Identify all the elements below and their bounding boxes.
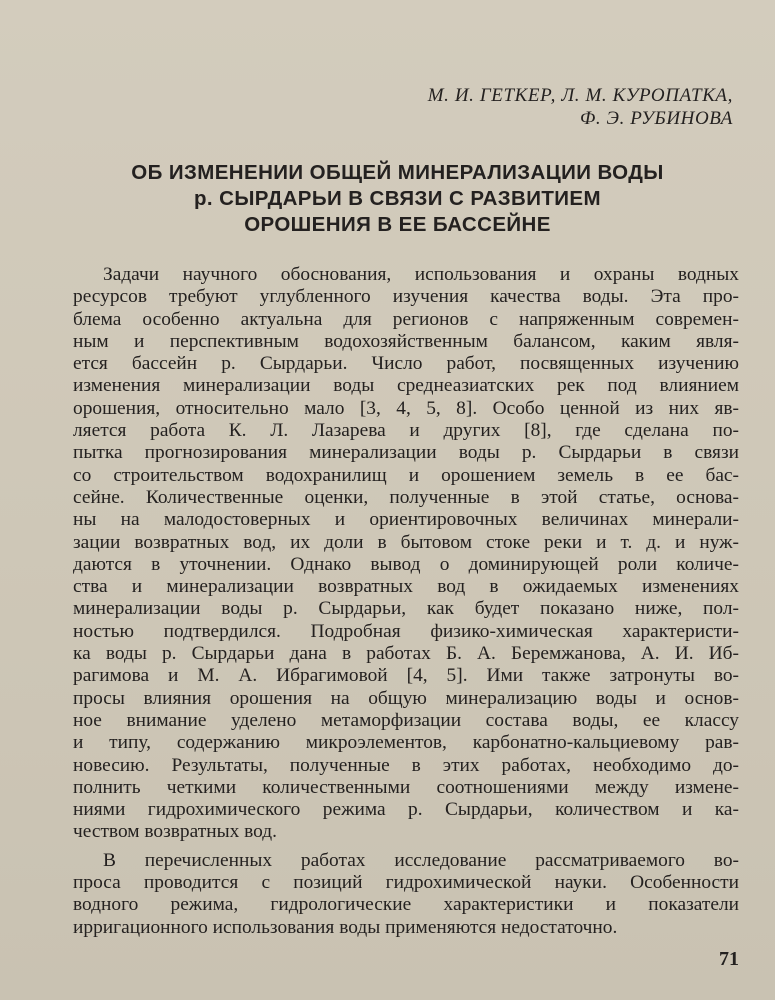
text-line: орошения, относительно мало [3, 4, 5, 8]. Особо ценной из них яв- <box>73 397 739 419</box>
text-line: ирригационного использования воды применяются недостаточно. <box>73 916 618 938</box>
text-line: ка воды р. Сырдарьи дана в работах Б. А. Беремжанова, А. И. Иб- <box>73 643 739 665</box>
text-line: ляется работа К. Л. Лазарева и других [8], где сделана по- <box>73 420 739 442</box>
text-line: ниями гидрохимического режима р. Сырдарьи, количеством и ка- <box>73 799 739 821</box>
text-line: новесию. Результаты, полученные в этих работах, необходимо до- <box>73 754 739 776</box>
paragraph <box>73 850 739 939</box>
text-line: пытка прогнозирования минерализации воды р. Сырдарьи в связи <box>73 442 739 464</box>
paragraph <box>73 264 739 844</box>
title-line-1: ОБ ИЗМЕНЕНИИ ОБЩЕЙ МИНЕРАЛИЗАЦИИ ВОДЫ <box>131 161 664 184</box>
text-line: Задачи научного обоснования, использования и охраны водных <box>103 264 739 285</box>
text-line: даются в уточнении. Однако вывод о доминирующей роли количе- <box>73 553 739 575</box>
text-line: со строительством водохранилищ и орошением земель в ее бас- <box>73 464 739 486</box>
text-line: чеством возвратных вод. <box>73 821 278 843</box>
text-line: просы влияния орошения на общую минерализацию воды и основ- <box>73 687 739 709</box>
text-line: сейне. Количественные оценки, полученные в этой статье, основа- <box>73 486 739 508</box>
text-line: ется бассейн р. Сырдарьи. Число работ, посвященных изучению <box>73 353 739 375</box>
text-line: ное внимание уделено метаморфизации состава воды, ее классу <box>73 709 739 731</box>
text-line: ностью подтвердился. Подробная физико-химическая характеристи- <box>73 620 739 642</box>
text-line: водного режима, гидрологические характеристики и показатели <box>73 894 739 916</box>
text-line: минерализации воды р. Сырдарьи, как будет показано ниже, пол- <box>73 598 739 620</box>
text-line: и типу, содержанию микроэлементов, карбонатно-кальциевому рав- <box>73 732 739 754</box>
text-line: полнить четкими количественными соотношениями между измене- <box>73 776 739 798</box>
article-title <box>40 160 755 238</box>
text-line: проса проводится с позиций гидрохимической науки. Особенности <box>73 872 739 894</box>
text-line: блема особенно актуальна для регионов с напряженным современ- <box>73 308 739 330</box>
title-line-2: р. СЫРДАРЬИ В СВЯЗИ С РАЗВИТИЕМ <box>194 187 601 210</box>
text-line: ресурсов требуют углубленного изучения качества воды. Эта про- <box>73 286 739 308</box>
text-line: ны на малодостоверных и ориентировочных величинах минерали- <box>73 509 739 531</box>
text-line: рагимова и М. А. Ибрагимовой [4, 5]. Ими также затронуты во- <box>73 665 739 687</box>
title-line-3: ОРОШЕНИЯ В ЕЕ БАССЕЙНЕ <box>244 213 551 236</box>
authors-line-1: М. И. ГЕТКЕР, Л. М. КУРОПАТКА, <box>427 85 733 106</box>
article-body <box>73 264 739 945</box>
text-line: В перечисленных работах исследование рассматриваемого во- <box>103 849 739 871</box>
authors <box>428 84 733 130</box>
text-line: ства и минерализации возвратных вод в ожидаемых изменениях <box>73 576 739 598</box>
text-line: изменения минерализации воды среднеазиатских рек под влиянием <box>73 375 739 397</box>
text-line: ным и перспективным водохозяйственным балансом, каким явля- <box>73 330 739 352</box>
authors-line-2: Ф. Э. РУБИНОВА <box>579 108 733 129</box>
text-line: зации возвратных вод, их доли в бытовом стоке реки и т. д. и нуж- <box>73 531 739 553</box>
page-number: 71 <box>719 948 739 970</box>
